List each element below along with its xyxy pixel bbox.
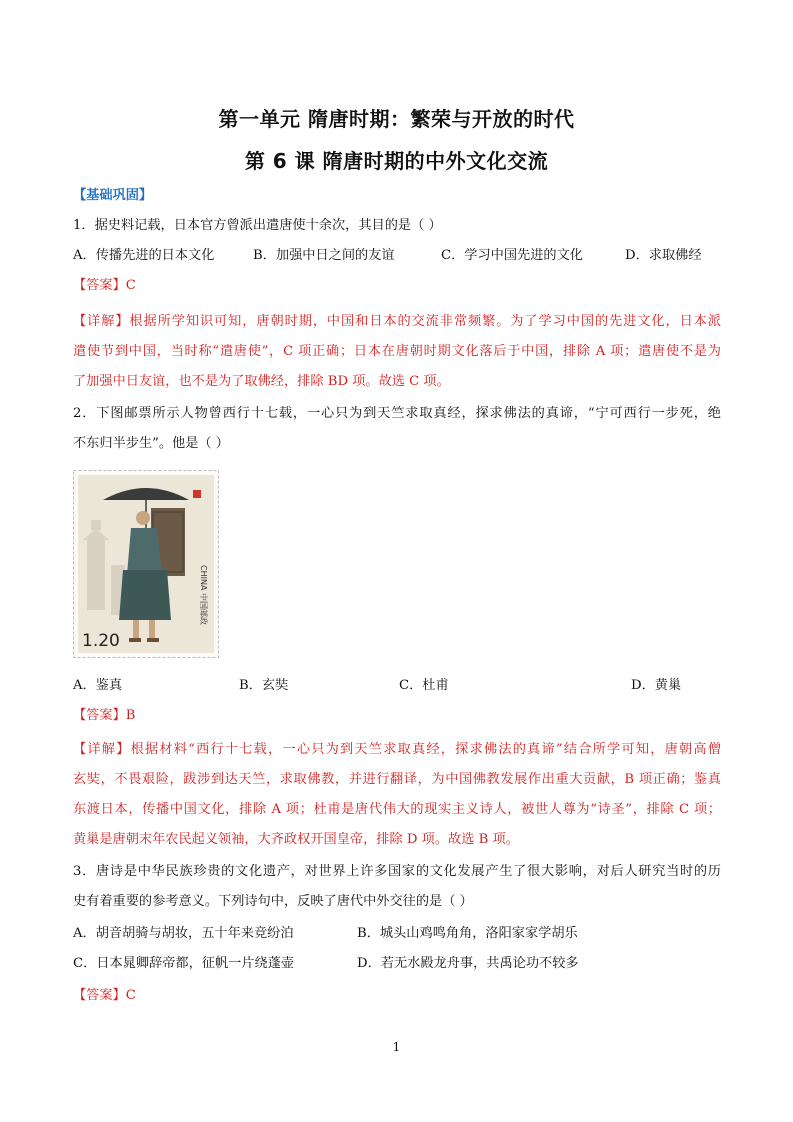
question-2-explanation-line: 玄奘，不畏艰险，跋涉到达天竺，求取佛教，并进行翻译，为中国佛教发展作出重大贡献，B 项正确；鉴真 bbox=[73, 772, 721, 787]
question-2-stem-line: 2．下图邮票所示人物曾西行十七载，一心只为到天竺求取真经，探求佛法的真谛，“宁可西行一步死，绝 bbox=[73, 406, 721, 421]
lesson-title: 第 6 课 隋唐时期的中外文化交流 bbox=[244, 149, 549, 173]
question-1-options bbox=[73, 242, 723, 270]
question-2-explanation-line: 东渡日本，传播中国文化，排除 A 项；杜甫是唐代伟大的现实主义诗人，被世人尊为“诗圣”，排除 C 项； bbox=[73, 802, 721, 817]
unit-title: 第一单元 隋唐时期：繁荣与开放的时代 bbox=[218, 107, 575, 131]
question-1-answer: 【答案】C bbox=[73, 278, 136, 293]
question-3-options bbox=[73, 920, 723, 980]
option-a: A．鉴真 bbox=[73, 678, 123, 693]
section-label: 【基础巩固】 bbox=[73, 188, 153, 203]
option-c: C．日本晁卿辞帝都，征帆一片绕蓬壶 bbox=[73, 956, 295, 971]
page-number: 1 bbox=[392, 1040, 401, 1054]
option-b: B．加强中日之间的友谊 bbox=[253, 248, 395, 263]
option-b: B．城头山鸡鸣角角，洛阳家家学胡乐 bbox=[357, 926, 578, 941]
question-3-stem-line: 史有着重要的参考意义。下列诗句中，反映了唐代中外交往的是（ ） bbox=[73, 894, 473, 909]
option-d: D．求取佛经 bbox=[625, 248, 702, 263]
option-a: A．传播先进的日本文化 bbox=[73, 248, 215, 263]
question-2-answer: 【答案】B bbox=[73, 708, 136, 723]
stamp-image bbox=[73, 470, 219, 658]
option-d: D．若无水殿龙舟事，共禹论功不较多 bbox=[357, 956, 579, 971]
question-2-stem-line: 不东归半步生”。他是（ ） bbox=[73, 436, 229, 451]
question-2-options bbox=[73, 672, 723, 700]
option-b: B．玄奘 bbox=[239, 678, 289, 693]
question-1-stem: 1．据史料记载，日本官方曾派出遣唐使十余次，其目的是（ ） bbox=[73, 218, 442, 233]
question-3-answer: 【答案】C bbox=[73, 988, 136, 1003]
stamp-country-text: CHINA 中国邮政 bbox=[199, 565, 208, 625]
question-3-stem-line: 3．唐诗是中华民族珍贵的文化遗产，对世界上许多国家的文化发展产生了很大影响，对后人研究当时的历 bbox=[73, 864, 721, 879]
option-d: D．黄巢 bbox=[631, 678, 682, 693]
question-1-explanation-line: 了加强中日友谊，也不是为了取佛经，排除 BD 项。故选 C 项。 bbox=[73, 374, 450, 389]
question-1-explanation-line: 遣使节到中国，当时称“遣唐使”，C 项正确；日本在唐朝时期文化落后于中国，排除 A 项；遣唐使不是为 bbox=[73, 344, 721, 359]
option-c: C．学习中国先进的文化 bbox=[441, 248, 583, 263]
option-a: A．胡音胡骑与胡妆，五十年来竞纷泊 bbox=[73, 926, 294, 941]
question-2-explanation-line: 【详解】根据材料“西行十七载，一心只为到天竺求取真经，探求佛法的真谛”结合所学可知，唐朝高僧 bbox=[73, 742, 721, 757]
stamp-denomination: 1.20 bbox=[82, 631, 120, 651]
question-2-explanation-line: 黄巢是唐朝末年农民起义领袖，大齐政权开国皇帝，排除 D 项。故选 B 项。 bbox=[73, 832, 519, 847]
option-c: C．杜甫 bbox=[399, 678, 449, 693]
question-1-explanation-line: 【详解】根据所学知识可知，唐朝时期，中国和日本的交流非常频繁。为了学习中国的先进文化，日本派 bbox=[73, 314, 721, 329]
